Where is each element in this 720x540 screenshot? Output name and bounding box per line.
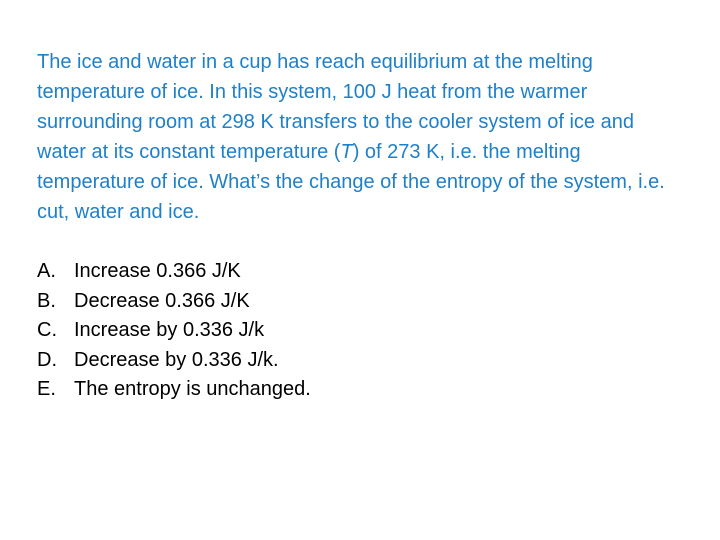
option-c	[37, 316, 687, 346]
question-text	[37, 47, 687, 227]
question-part-1: The ice and water in a cup has reach equilibrium at the melting temperature of ice. In this system, 100 J heat from the warmer surrounding room at 298 K transfers to the cooler system of ice and water at its constant temperature (	[37, 51, 634, 163]
option-text: Increase 0.366 J/K	[74, 260, 241, 282]
option-text: Increase by 0.336 J/k	[74, 319, 265, 341]
option-letter: A.	[37, 260, 56, 282]
option-text: Decrease by 0.336 J/k.	[74, 348, 279, 371]
option-letter: E.	[37, 378, 56, 400]
temperature-symbol: T	[340, 141, 353, 163]
option-letter: B.	[37, 289, 56, 312]
option-d	[37, 346, 687, 376]
option-letter: D.	[37, 348, 57, 371]
answer-options	[37, 257, 687, 405]
option-letter: C.	[37, 319, 57, 341]
option-e	[37, 375, 687, 405]
option-text: The entropy is unchanged.	[74, 378, 311, 400]
question-part-2: ) of 273 K, i.e. the melting temperature of ice. What’s the change of the entropy of the system, i.e. cut, water and ice.	[37, 141, 665, 223]
option-a	[37, 257, 687, 287]
option-text: Decrease 0.366 J/K	[74, 289, 250, 312]
option-b	[37, 287, 687, 317]
